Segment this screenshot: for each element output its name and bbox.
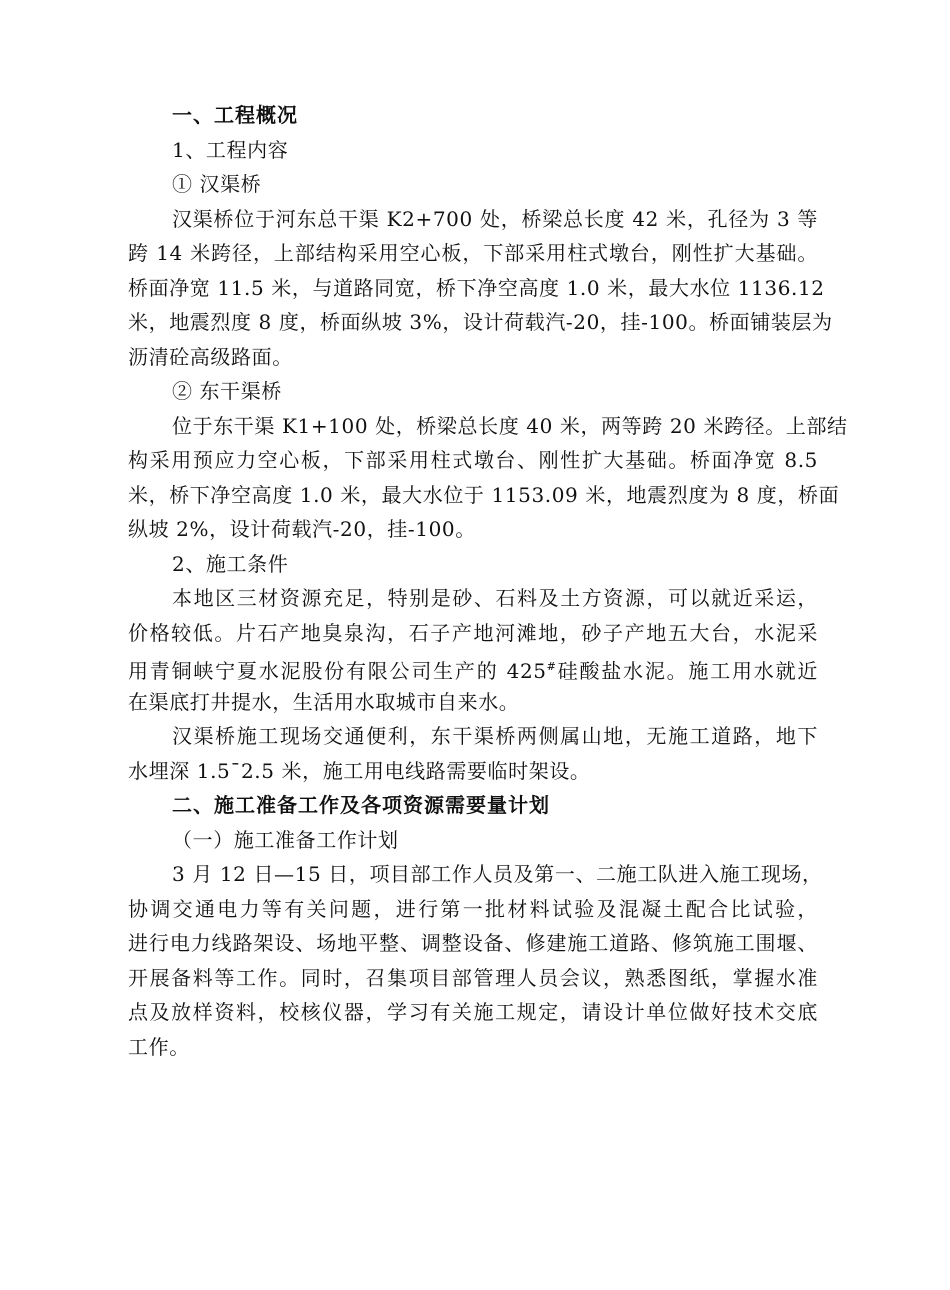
cement-grade-mark: # — [546, 660, 557, 673]
paragraph-line: 价格较低。片石产地臭泉沟，石子产地河滩地，砂子产地五大台，水泥采 — [128, 620, 818, 645]
section-heading-project-overview: 一、工程概况 — [172, 103, 298, 127]
paragraph-line: 纵坡 2%，设计荷载汽-20，挂-100。 — [128, 517, 476, 541]
section-heading-preparation-plan: 二、施工准备工作及各项资源需要量计划 — [172, 793, 550, 817]
paragraph-line: 开展备料等工作。同时，召集项目部管理人员会议，熟悉图纸，掌握水准 — [128, 965, 818, 990]
paragraph-line: 在渠底打井提水，生活用水取城市自来水。 — [128, 689, 520, 714]
subheading-preparation-work-plan: （一）施工准备工作计划 — [172, 827, 399, 852]
paragraph-line: 3 月 12 日—15 日，项目部工作人员及第一、二施工队进入施工现场， — [172, 862, 823, 886]
paragraph-line: 沥清砼高级路面。 — [128, 344, 293, 369]
subheading-construction-conditions: 2、施工条件 — [172, 551, 289, 576]
paragraph-line: 本地区三材资源充足，特别是砂、石料及土方资源，可以就近采运， — [172, 586, 818, 610]
paragraph-line: 构采用预应力空心板，下部采用柱式墩台、刚性扩大基础。桥面净宽 8.5 — [128, 448, 818, 472]
item-hanqu-bridge: ① 汉渠桥 — [172, 172, 262, 196]
paragraph-line: 桥面净宽 11.5 米，与道路同宽，桥下净空高度 1.0 米，最大水位 1136.12 — [128, 275, 825, 300]
cement-line-end: 硅酸盐水泥。施工用水就近 — [556, 659, 818, 683]
paragraph-line: 水埋深 1.5¯2.5 米，施工用电线路需要临时架设。 — [128, 758, 591, 783]
paragraph-line: 米，桥下净空高度 1.0 米，最大水位于 1153.09 米，地震烈度为 8 度，桥面 — [128, 482, 840, 507]
item-donggan-bridge: ② 东干渠桥 — [172, 379, 282, 403]
paragraph-line: 汉渠桥施工现场交通便利，东干渠桥两侧属山地，无施工道路，地下 — [172, 724, 818, 748]
paragraph-line: 工作。 — [128, 1034, 190, 1059]
document-body — [128, 98, 848, 1064]
paragraph-line: 协调交通电力等有关问题，进行第一批材料试验及混凝土配合比试验， — [128, 896, 818, 921]
paragraph-line: 进行电力线路架设、场地平整、调整设备、修建施工道路、修筑施工围堰、 — [128, 931, 818, 955]
cement-line-start: 用青铜峡宁夏水泥股份有限公司生产的 425 — [128, 659, 547, 683]
paragraph-line: 跨 14 米跨径，上部结构采用空心板，下部采用柱式墩台，刚性扩大基础。 — [128, 241, 818, 265]
paragraph-line: 米，地震烈度 8 度，桥面纵坡 3%，设计荷载汽-20，挂-100。桥面铺装层为 — [128, 310, 833, 334]
paragraph-line: 汉渠桥位于河东总干渠 K2+700 处，桥梁总长度 42 米，孔径为 3 等 — [172, 206, 818, 231]
paragraph-line: 点及放样资料，校核仪器，学习有关施工规定，请设计单位做好技术交底 — [128, 1000, 818, 1024]
subheading-project-content: 1、工程内容 — [172, 137, 289, 162]
paragraph-line — [128, 650, 818, 685]
paragraph-line: 位于东干渠 K1+100 处，桥梁总长度 40 米，两等跨 20 米跨径。上部结 — [172, 413, 848, 438]
